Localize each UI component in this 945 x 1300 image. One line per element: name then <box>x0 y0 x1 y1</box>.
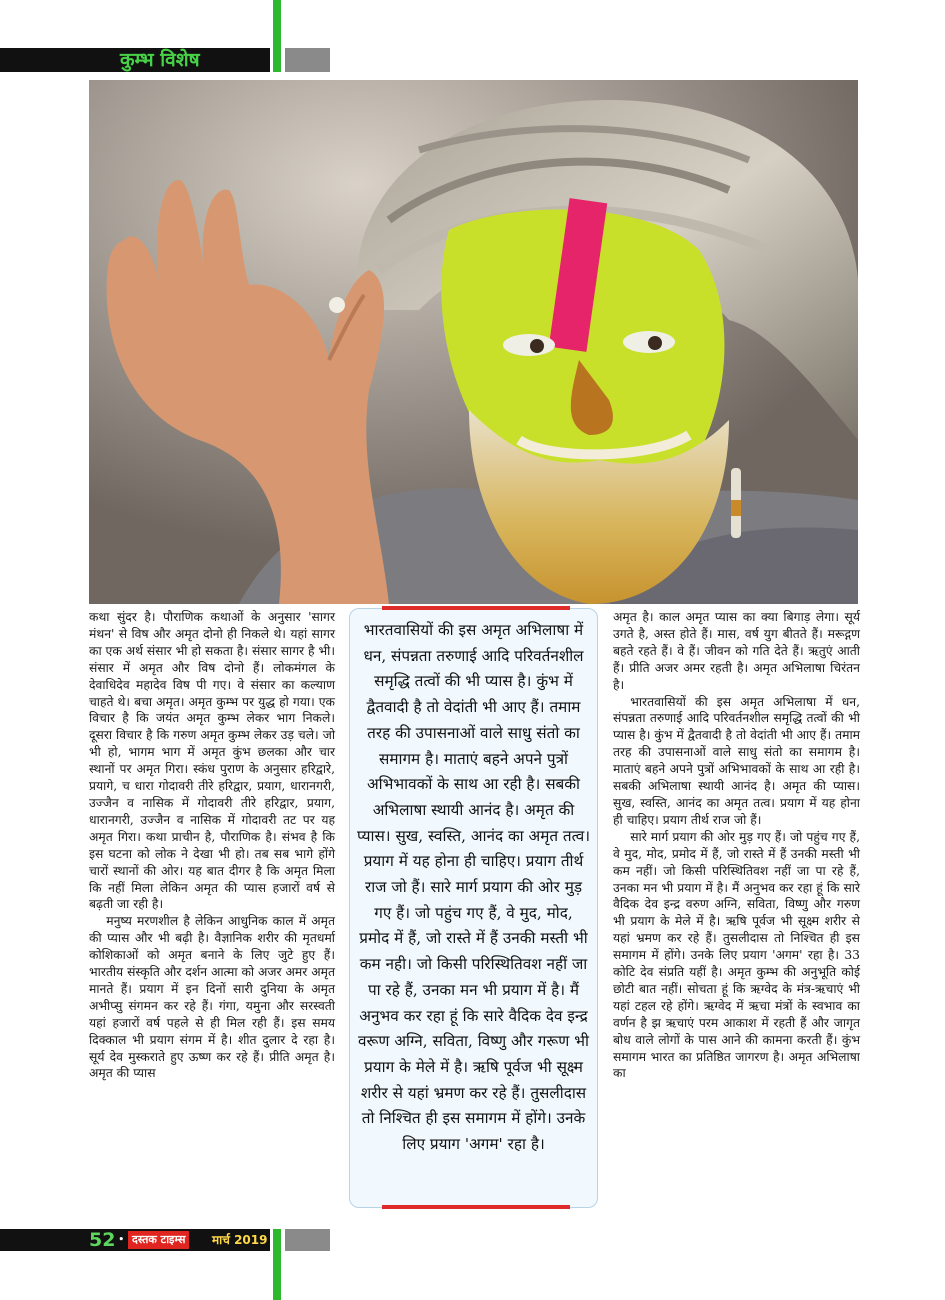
magazine-logo: दस्तक टाइम्स <box>128 1231 189 1249</box>
pull-quote-bottom-rule <box>382 1205 570 1209</box>
article-paragraph: सारे मार्ग प्रयाग की ओर मुड़ गए हैं। जो पहुंच गए हैं, वे मुद, मोद, प्रमोद में हैं, जो रास्ते में हैं उनकी मस्ती भी कम नहीं। जो किसी परिस्थितिवश नहीं जा पा रहे हैं, उनका मन भी प्रयाग में है। मैं अनुभव कर रहा हूं कि सारे वैदिक देव इन्द्र वरुण अग्नि, सविता, विष्णु और गरुण भी प्रयाग के मेले में है। ऋषि पूर्वज भी सूक्ष्म शरीर से यहां भ्रमण कर रहे हैं। तुसलीदास तो निश्चित ही इस समागम में होंगे। उनके लिए प्रयाग 'अगम' रहा है। 33 कोटि देव संप्रति यहीं है। अमृत कुम्भ की अनुभूति कोई छोटी बात नहीं। सोचता हूं कि ऋग्वेद के मंत्र-ऋचाएं भी यहां टहल रहे होंगे। ऋग्वेद में ऋचा मंत्रों के स्वभाव का वर्णन है झ ऋचाएं परम आकाश में रहती हैं और जागृत बोध वाले लोगों के पास आने की कामना करती हैं। कुंभ समागम भारत का प्रतिष्ठित जागरण है। अमृत अभिलाषा का <box>613 829 860 1081</box>
article-paragraph: मनुष्य मरणशील है लेकिन आधुनिक काल में अमृत की प्यास और भी बढ़ी है। वैज्ञानिक शरीर की मृतधर्मा कोशिकाओं को अमृत बनाने के लिए जुटे हुए हैं। भारतीय संस्कृति और दर्शन आत्मा को अजर अमर अमृत मानते हैं। प्रयाग में इन दिनों सारी दुनिया के अमृत अभीप्सु संगमन कर रहे हैं। गंगा, यमुना और सरस्वती यहां हजारों वर्ष पहले से ही मिल रही हैं। इस समय दिक्काल भी प्रयाग संगम में है। शीत दुलार दे रहा है। सूर्य देव मुस्कराते हुए ऊष्ण कर रहे हैं। प्रीति अमृत है। अमृत की प्यास <box>89 914 335 1081</box>
top-green-divider <box>273 0 281 72</box>
article-paragraph: अमृत है। काल अमृत प्यास का क्या बिगाड़ लेगा। सूर्य उगते है, अस्त होते हैं। मास, वर्ष युग बीतते हैं। मरूद्गण बहते रहते हैं। वे हैं। जीवन को गति देते हैं। ऋतुएं आती हैं। प्रीति अजर अमर रहती है। अमृत अभिलाषा चिरंतन है। <box>613 610 860 692</box>
pull-quote-top-rule <box>382 606 570 610</box>
article-paragraph: कथा सुंदर है। पौराणिक कथाओं के अनुसार 'सागर मंथन' से विष और अमृत दोनो ही निकले थे। यहां सागर का एक अर्थ संसार भी हो सकता है। संसार सागर है भी। संसार में अमृत और विष दोनो हैं। लोकमंगल के देवाधिदेव महादेव विष पी गए। वे संसार का कल्याण चाहते थे। बचा अमृत। अमृत कुम्भ पर युद्ध हो गया। एक विचार है कि जयंत अमृत कुम्भ लेकर भाग निकले। दूसरा विचार है कि गरुण अमृत कुम्भ लेकर उड़ चले। जो भी हो, भागम भाग में अमृत कुंभ छलका और चार स्थानों पर अमृत गिरा। स्कंध पुराण के अनुसार हरिद्वारे, प्रयागे, च धारा गोदावरी तीरे हरिद्वार, प्रयाग, धारानगरी, उज्जैन व नासिक में गोदावरी तीरे हरिद्वार, प्रयाग, धारानगरी, उज्जैन व नासिक में गोदावरी तट पर यह अमृत गिरा। कथा प्राचीन है, पौराणिक है। संभव है कि इस घटना को लोक ने देखा भी हो। तब सब भागे होंगे चारों स्थानों की ओर। यह बात दीगर है कि अमृत मिला कि नहीं मिला लेकिन अमृत की प्यास हजारों वर्ष से बढ़ती जा रही है। <box>89 610 335 912</box>
article-column-left <box>89 609 335 1082</box>
sadhu-photo <box>89 80 858 604</box>
footer-bullet: • <box>118 1233 125 1246</box>
article-paragraph: भारतवासियों की इस अमृत अभिलाषा में धन, संपन्नता तरुणाई आदि परिवर्तनशील समृद्धि तत्वों की भी प्यास है। कुंभ में द्वैतवादी है तो वेदांती भी आए हैं। तमाम तरह की उपासनाओं वाले साधु संतो का समागम है। माताएं बहने अपने पुत्रों अभिभावकों के साथ आ रही है। सबकी अभिलाषा स्थायी आनंद है। अमृत की प्यास। सुख, स्वस्ति, आनंद का अमृत तत्व। प्रयाग में यह होना ही चाहिए। प्रयाग तीर्थ राज जो हैं। <box>613 694 860 827</box>
pull-quote-text: भारतवासियों की इस अमृत अभिलाषा में धन, संपन्नता तरुणाई आदि परिवर्तनशील समृद्धि तत्वों की भी प्यास है। कुंभ में द्वैतवादी है तो वेदांती भी आए हैं। तमाम तरह की उपासनाओं वाले साधु संतो का समागम है। माताएं बहने अपने पुत्रों अभिभावकों के साथ आ रही है। सबकी अभिलाषा स्थायी आनंद है। अमृत की प्यास। सुख, स्वस्ति, आनंद का अमृत तत्व। प्रयाग में यह होना ही चाहिए। प्रयाग तीर्थ राज जो हैं। सारे मार्ग प्रयाग की ओर मुड़ गए हैं। जो पहुंच गए हैं, वे मुद, मोद, प्रमोद में हैं, जो रास्ते में हैं उनकी मस्ती भी कम नही। जो किसी परिस्थितिवश नहीं जा पा रहे हैं, उनका मन भी प्रयाग में है। मैं अनुभव कर रहा हूं कि सारे वैदिक देव इन्द्र वरूण अग्नि, सविता, विष्णु और गरूण भी प्रयाग के मेले में है। ऋषि पूर्वज भी सूक्ष्म शरीर से यहां भ्रमण कर रहे हैं। तुसलीदास तो निश्चित ही इस समागम में होंगे। उनके लिए प्रयाग 'अगम' रहा है। <box>357 621 591 1154</box>
page-number: 52 <box>89 1229 116 1251</box>
footer-grey-block <box>285 1229 330 1251</box>
article-column-right <box>613 609 860 1082</box>
bottom-green-divider <box>273 1229 281 1300</box>
section-title: कुम्भ विशेष <box>120 49 200 71</box>
issue-date: मार्च 2019 <box>212 1233 268 1247</box>
sadhu-illustration <box>89 80 858 604</box>
section-header-grey-block <box>285 48 330 72</box>
